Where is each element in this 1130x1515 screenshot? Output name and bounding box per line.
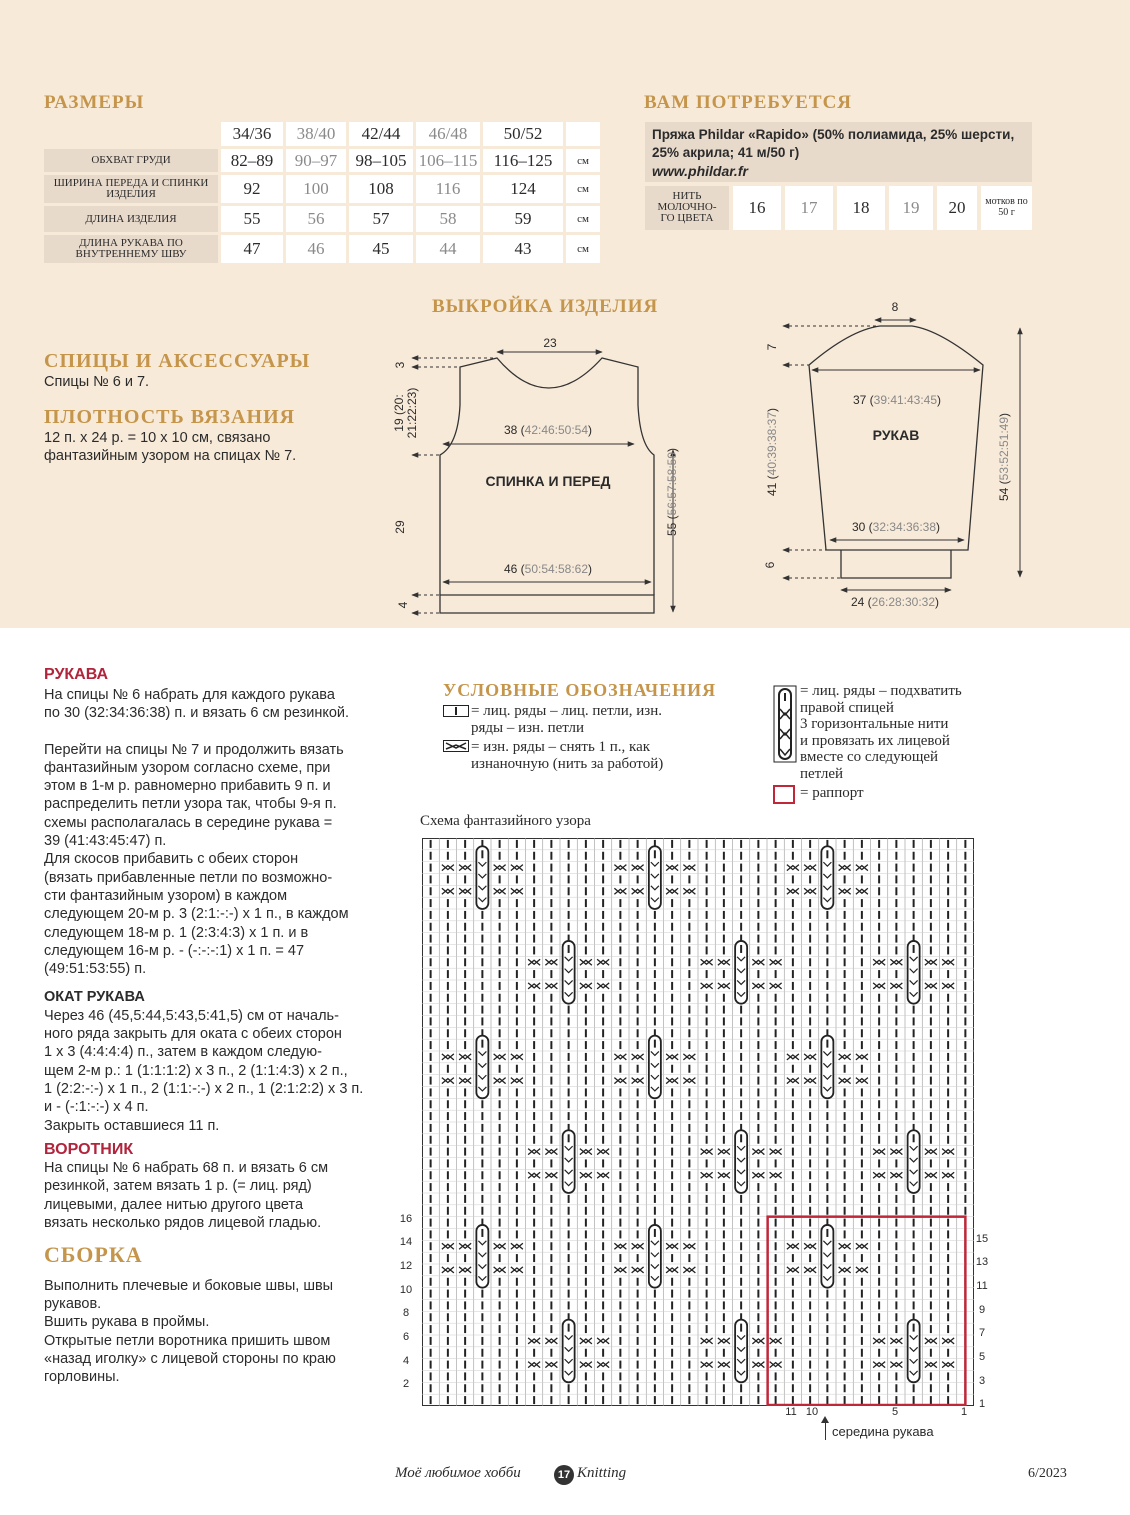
legend-heading: УСЛОВНЫЕ ОБОЗНАЧЕНИЯ xyxy=(443,680,717,700)
footer-issue: 6/2023 xyxy=(1028,1466,1067,1481)
yarn-line: 25% акрила; 41 м/50 г) xyxy=(652,145,800,160)
size-value: 92 xyxy=(221,175,283,203)
instruction-line: щем 2-м р.: 1 (1:1:1:2) х 3 п., 2 (1:1:4:3) х 2 п., xyxy=(44,1062,348,1079)
size-header: 38/40 xyxy=(286,122,346,146)
instruction-line: Перейти на спицы № 7 и продолжить вязать xyxy=(44,741,344,758)
size-header: 34/36 xyxy=(221,122,283,146)
instruction-line: Выполнить плечевые и боковые швы, швы xyxy=(44,1277,334,1294)
size-value: 100 xyxy=(286,175,346,203)
chart-row-number: 13 xyxy=(975,1256,989,1269)
chart-row-number: 15 xyxy=(975,1232,989,1245)
instruction-line: вязать несколько рядов лицевой гладью. xyxy=(44,1215,322,1232)
chart-row-number: 11 xyxy=(976,1279,988,1292)
instruction-line: этом в 1-м р. равномерно прибавить 9 п. и xyxy=(44,778,331,795)
yarn-website: www.phildar.fr xyxy=(652,163,748,179)
needles-text: Спицы № 6 и 7. xyxy=(44,374,150,390)
chart-row-number: 12 xyxy=(399,1260,413,1272)
instruction-line: сти фантазийным узором) в каждом xyxy=(44,887,288,904)
dim-sleeve-total: 54 (53:52:51:49) xyxy=(997,412,1011,502)
size-value: 46 xyxy=(286,235,346,263)
size-row-label: ДЛИНА РУКАВА ПО ВНУТРЕННЕМУ ШВУ xyxy=(44,235,218,263)
dim-sleeve-lower: 30 (32:34:36:38) xyxy=(851,520,941,534)
dim-sleeve-len: 41 (40:39:38:37) xyxy=(765,407,779,497)
instruction-line: лицевыми, далее нитью другого цвета xyxy=(44,1196,304,1213)
stitch-chart xyxy=(422,838,974,1406)
dim-neck: 23 xyxy=(543,336,557,350)
size-value: 82–89 xyxy=(221,149,283,172)
size-value: 57 xyxy=(349,206,413,232)
chart-row-number: 3 xyxy=(978,1374,986,1387)
instruction-line: распределить петли узора так, чтобы 9-я п. xyxy=(44,796,337,813)
size-unit: см xyxy=(566,149,600,172)
middle-pointer-arrow xyxy=(821,1416,829,1423)
size-unit: см xyxy=(566,235,600,263)
chart-row-numbers-right xyxy=(972,0,992,1515)
body-label: СПИНКА И ПЕРЕД xyxy=(485,473,611,489)
instruction-line: Для скосов прибавить с обеих сторон xyxy=(44,851,299,868)
footer-page-number: 17 xyxy=(554,1465,574,1485)
spacer xyxy=(44,723,384,741)
instruction-line: Вшить рукава в проймы. xyxy=(44,1314,210,1331)
size-value: 106–115 xyxy=(416,149,480,172)
size-unit: см xyxy=(566,206,600,232)
assembly-heading: СБОРКА xyxy=(44,1242,143,1268)
instruction-line: ного ряда закрыть для оката с обеих сторон xyxy=(44,1026,342,1043)
instruction-line: Закрыть оставшиеся 11 п. xyxy=(44,1117,220,1134)
chart-col-number: 11 xyxy=(785,1406,797,1418)
instruction-line: резинкой, затем вязать 1 р. (= лиц. ряд) xyxy=(44,1178,312,1195)
size-row-label: ОБХВАТ ГРУДИ xyxy=(44,149,218,172)
repeat-icon xyxy=(773,785,795,804)
chart-row-numbers-left xyxy=(396,0,416,1515)
size-value: 116–125 xyxy=(483,149,563,172)
size-value: 98–105 xyxy=(349,149,413,172)
dim-sleeve-top: 8 xyxy=(891,300,899,314)
instruction-line: (49:51:53:55) п. xyxy=(44,961,147,978)
knit-stitch-icon xyxy=(443,705,469,717)
pattern-schematic xyxy=(0,0,1130,628)
chart-row-number: 6 xyxy=(402,1331,410,1343)
sizes-heading: РАЗМЕРЫ xyxy=(44,92,145,113)
instruction-line: 1 х 3 (4:4:4:4) п., затем в каждом следую- xyxy=(44,1044,322,1061)
size-header: 42/44 xyxy=(349,122,413,146)
size-row-label: ШИРИНА ПЕРЕДА И СПИНКИ ИЗДЕЛИЯ xyxy=(44,175,218,203)
yarn-count: 19 xyxy=(889,186,933,230)
size-value: 124 xyxy=(483,175,563,203)
cap-heading: ОКАТ РУКАВА xyxy=(44,989,145,1006)
instruction-line: фантазийным узором согласно схеме, при xyxy=(44,759,331,776)
size-value: 116 xyxy=(416,175,480,203)
dim-armhole: 19 (20: xyxy=(392,394,406,432)
chart-row-number: 4 xyxy=(402,1354,410,1367)
legend-item-slip: = изн. ряды – снять 1 п., как изнаночную (нить за работой) xyxy=(471,739,664,772)
dim-29: 29 xyxy=(393,520,407,534)
legend-item-pickup: = лиц. ряды – подхватить правой спицей 3 горизонтальные нити и провязать их лицевой вместе со следующей петлей xyxy=(800,683,962,782)
instruction-line: рукавов. xyxy=(44,1295,102,1312)
yarn-count: 16 xyxy=(733,186,781,230)
instruction-line: Через 46 (45,5:44,5:43,5:41,5) см от началь- xyxy=(44,1007,339,1024)
instruction-line: На спицы № 6 набрать для каждого рукава xyxy=(44,687,335,703)
chart-row-number: 8 xyxy=(402,1307,410,1320)
slip-stitch-icon xyxy=(443,740,469,752)
chart-row-number: 9 xyxy=(978,1303,986,1316)
yarn-color-label: НИТЬ МОЛОЧНО-ГО ЦВЕТА xyxy=(645,186,729,230)
chart-row-number: 2 xyxy=(402,1378,410,1391)
sleeve-cuff xyxy=(841,550,951,578)
dim-sleeve-upper: 37 (39:41:43:45) xyxy=(852,393,942,407)
instruction-line: 1 (2:2:-:-) х 1 п., 2 (1:1:-:-) х 2 п., 1 (2:1:2:2) х 3 п. xyxy=(44,1080,364,1097)
middle-label: середина рукава xyxy=(832,1424,934,1439)
legend-item-repeat: = раппорт xyxy=(800,785,864,801)
chart-row-number: 7 xyxy=(978,1327,986,1340)
size-value: 108 xyxy=(349,175,413,203)
dim-armhole: 21:22:23) xyxy=(405,387,419,439)
size-value: 44 xyxy=(416,235,480,263)
size-value: 47 xyxy=(221,235,283,263)
gauge-line: 12 п. х 24 р. = 10 х 10 см, связано xyxy=(44,430,271,446)
dim-sleeve-rib: 6 xyxy=(763,561,777,569)
yarn-count: 17 xyxy=(785,186,833,230)
instruction-line: Открытые петли воротника пришить швом xyxy=(44,1332,331,1349)
size-value: 58 xyxy=(416,206,480,232)
size-value: 43 xyxy=(483,235,563,263)
instruction-line: и - (-:1:-:-) х 4 п. xyxy=(44,1099,149,1116)
size-value: 90–97 xyxy=(286,149,346,172)
footer-magazine: Моё любимое хобби xyxy=(395,1465,521,1481)
size-value: 55 xyxy=(221,206,283,232)
materials-heading: ВАМ ПОТРЕБУЕТСЯ xyxy=(644,92,853,113)
instruction-line: «назад иголку» с лицевой стороны по краю xyxy=(44,1350,336,1367)
size-value: 59 xyxy=(483,206,563,232)
chart-row-number: 16 xyxy=(399,1212,413,1225)
size-header: 46/48 xyxy=(416,122,480,146)
yarn-count: 18 xyxy=(837,186,885,230)
chart-col-number: 10 xyxy=(805,1406,819,1418)
instruction-line: схемы располагалась в середине рукава = xyxy=(44,814,333,831)
chart-col-number: 5 xyxy=(891,1406,899,1418)
yarn-unit: мотков по 50 г xyxy=(981,186,1032,230)
instruction-line: следующем 20-м р. 3 (2:1:-:-) х 1 п., в каждом xyxy=(44,906,349,923)
instruction-line: (вязать прибавленные петли по возможно- xyxy=(44,869,333,886)
needles-heading: СПИЦЫ И АКСЕССУАРЫ xyxy=(44,350,311,372)
chart-col-number: 1 xyxy=(960,1406,968,1418)
chart-row-number: 5 xyxy=(978,1350,986,1363)
gauge-line: фантазийным узором на спицах № 7. xyxy=(44,448,297,464)
size-value: 45 xyxy=(349,235,413,263)
instruction-line: следующем 18-м р. 1 (2:3:4:3) х 1 п. и в xyxy=(44,924,309,941)
dim-chest: 38 (42:46:50:54) xyxy=(503,423,593,437)
dim-rib: 4 xyxy=(396,601,410,609)
pattern-heading: ВЫКРОЙКА ИЗДЕЛИЯ xyxy=(432,296,659,317)
sleeve-label: РУКАВ xyxy=(872,427,920,443)
yarn-line: Пряжа Phildar «Rapido» (50% полиамида, 25% шерсти, xyxy=(652,127,1015,142)
gauge-heading: ПЛОТНОСТЬ ВЯЗАНИЯ xyxy=(44,406,296,428)
size-row-label: ДЛИНА ИЗДЕЛИЯ xyxy=(44,206,218,232)
chart-row-number: 1 xyxy=(978,1398,986,1411)
chart-title: Схема фантазийного узора xyxy=(420,813,591,829)
sleeves-heading: РУКАВА xyxy=(44,666,109,683)
dim-sleeve-cap: 7 xyxy=(765,343,779,351)
size-header: 50/52 xyxy=(483,122,563,146)
yarn-count: 20 xyxy=(937,186,977,230)
dim-total: 55 (56:57:58:59) xyxy=(665,447,679,537)
instruction-line: следующем 16-м р. - (-:-:-:1) х 1 п. = 47 xyxy=(44,942,305,959)
chart-row-number: 14 xyxy=(399,1236,413,1249)
instruction-line: На спицы № 6 набрать 68 п. и вязать 6 см xyxy=(44,1160,329,1177)
pickup-stitch-icon xyxy=(773,685,797,763)
chart-row-number: 10 xyxy=(399,1283,413,1296)
instruction-line: 39 (41:43:45:47) п. xyxy=(44,833,167,850)
legend-item-knit: = лиц. ряды – лиц. петли, изн. ряды – изн. петли xyxy=(471,703,663,736)
instruction-line: по 30 (32:34:36:38) п. и вязать 6 см резинкой. xyxy=(44,705,350,722)
size-value: 56 xyxy=(286,206,346,232)
dim-sleeve-cuff: 24 (26:28:30:32) xyxy=(850,595,940,609)
collar-heading: ВОРОТНИК xyxy=(44,1140,134,1158)
instruction-line: горловины. xyxy=(44,1369,120,1386)
footer-brand: Knitting xyxy=(577,1465,627,1481)
size-unit: см xyxy=(566,175,600,203)
body-outline xyxy=(440,595,654,613)
dim-shoulder: 3 xyxy=(393,361,407,369)
instructions-column xyxy=(44,686,384,1386)
dim-width: 46 (50:54:58:62) xyxy=(503,562,593,576)
